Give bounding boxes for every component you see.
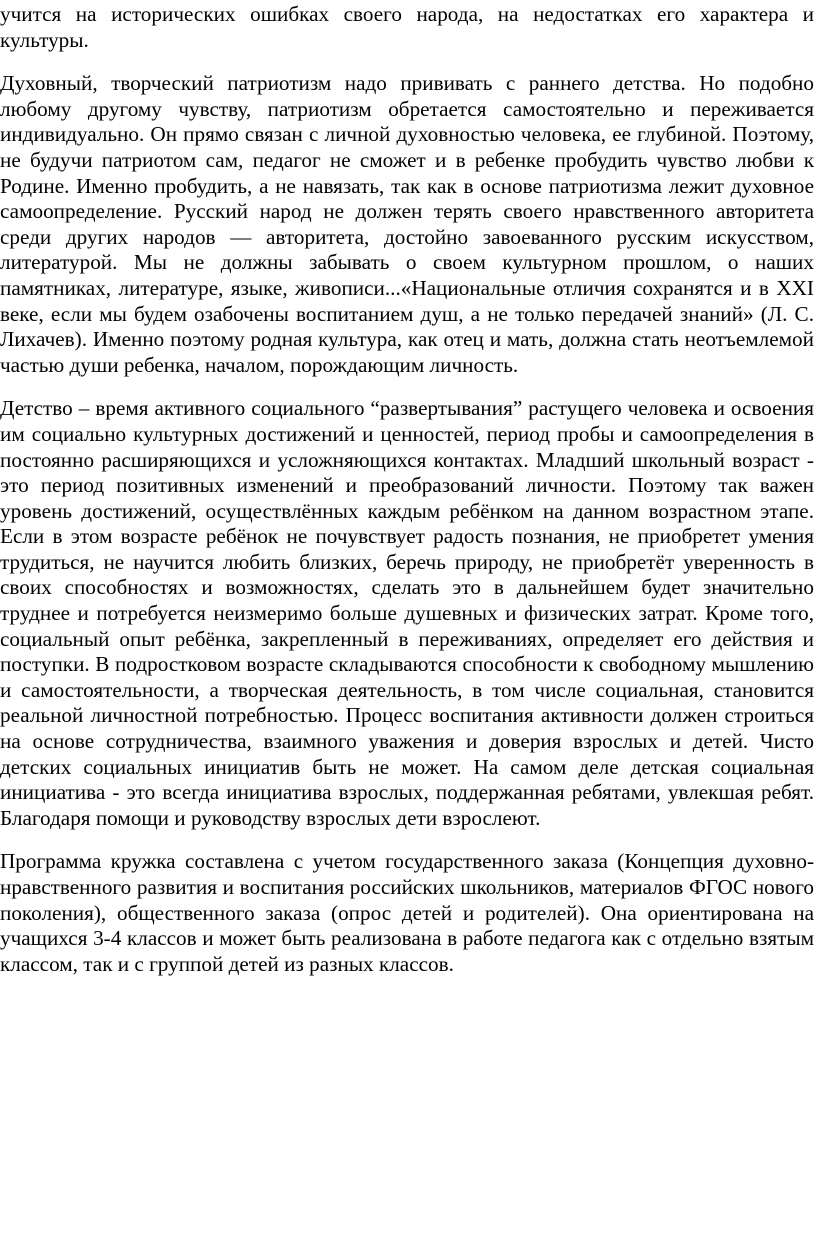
paragraph-patriotism: Духовный, творческий патриотизм надо прививать с раннего детства. Но подобно любому другому чувству, патриотизм обретается самостоятельно и переживается индивидуально. Он прямо связан с личной духовностью человека, ее глубиной. Поэтому, не будучи патриотом сам, педагог не сможет и в ребенке пробудить чувство любви к Родине. Именно пробудить, а не навязать, так как в основе патриотизма лежит духовное самоопределение. Русский народ не должен терять своего нравственного авторитета среди других народов — авторитета, достойно завоеванного русским искусством, литературой. Мы не должны забывать о своем культурном прошлом, о наших памятниках, литературе, языке, живописи...«Национальные отличия сохранятся и в XXI веке, если мы будем озабочены воспитанием душ, а не только передачей знаний» (Л. С. Лихачев). Именно поэтому родная культура, как отец и мать, должна стать неотъемлемой частью души ребенка, началом, порождающим личность. [0,71,814,377]
paragraph-childhood: Детство – время активного социального “развертывания” растущего человека и освоения им социально культурных достижений и ценностей, период пробы и самоопределения в постоянно расширяющихся и усложняющихся контактах. Младший школьный возраст - это период позитивных изменений и преобразований личности. Поэтому так важен уровень достижений, осуществлённых каждым ребёнком на данном возрастном этапе. Если в этом возрасте ребёнок не почувствует радость познания, не приобретет умения трудиться, не научится любить близких, беречь природу, не приобретёт уверенность в своих способностях и возможностях, сделать это в дальнейшем будет значительно труднее и потребуется неизмеримо больше душевных и физических затрат. Кроме того, социальный опыт ребёнка, закрепленный в переживаниях, определяет его действия и поступки. В подростковом возрасте складываются способности к свободному мышлению и самостоятельности, а творческая деятельность, в том числе социальная, становится реальной личностной потребностью. Процесс воспитания активности должен строиться на основе сотрудничества, взаимного уважения и доверия взрослых и детей. Чисто детских социальных инициатив быть не может. На самом деле детская социальная инициатива - это всегда инициатива взрослых, поддержанная ребятами, увлекшая ребят. Благодаря помощи и руководству взрослых дети взрослеют. [0,396,814,830]
paragraph-program: Программа кружка составлена с учетом государственного заказа (Концепция духовно-нравственного развития и воспитания российских школьников, материалов ФГОС нового поколения), общественного заказа (опрос детей и родителей). Она ориентирована на учащихся 3-4 классов и может быть реализована в работе педагога как с отдельно взятым классом, так и с группой детей из разных классов. [0,849,814,976]
paragraph-continuation: учится на исторических ошибках своего народа, на недостатках его характера и культуры. [0,2,814,52]
document-page [0,2,814,995]
